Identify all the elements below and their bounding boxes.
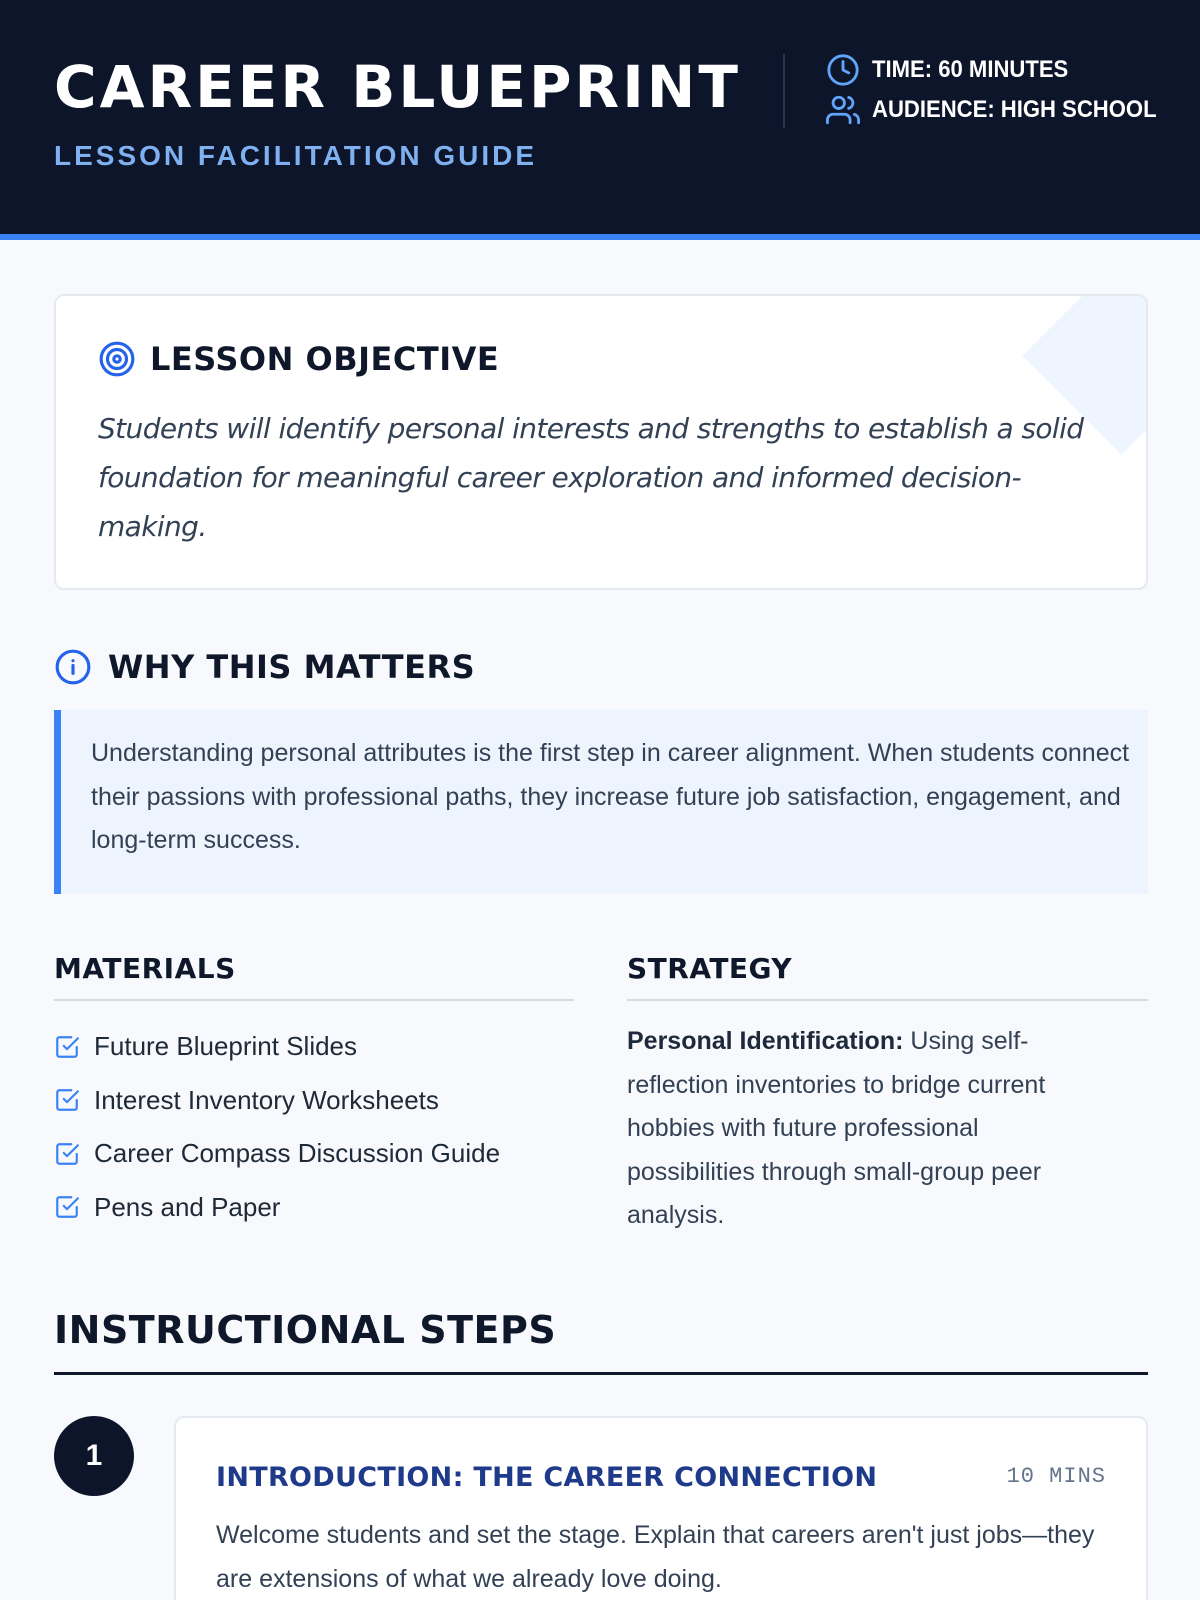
meta-time xyxy=(826,52,1085,88)
audience-label: AUDIENCE: HIGH SCHOOL xyxy=(872,96,1157,123)
checkbox-icon xyxy=(54,1034,80,1060)
page-subtitle: LESSON FACILITATION GUIDE xyxy=(54,140,538,171)
strategy-text xyxy=(627,1020,1097,1238)
material-label: Future Blueprint Slides xyxy=(94,1031,358,1062)
list-item xyxy=(54,1127,574,1181)
header-banner xyxy=(0,0,1200,240)
why-callout xyxy=(54,710,1148,894)
material-label: Career Compass Discussion Guide xyxy=(94,1138,501,1169)
step-title: INTRODUCTION: THE CAREER CONNECTION xyxy=(216,1462,878,1493)
step-number-badge: 1 xyxy=(54,1416,134,1496)
checkbox-icon xyxy=(54,1141,80,1167)
list-item xyxy=(54,1020,574,1074)
checkbox-icon xyxy=(54,1194,80,1220)
meta-audience xyxy=(826,92,1181,128)
info-icon xyxy=(54,648,92,686)
materials-rule xyxy=(54,999,574,1001)
materials-title: MATERIALS xyxy=(54,952,236,985)
objective-title: LESSON OBJECTIVE xyxy=(150,340,500,378)
users-icon xyxy=(826,93,860,127)
why-title: WHY THIS MATTERS xyxy=(108,648,476,686)
material-label: Interest Inventory Worksheets xyxy=(94,1084,439,1115)
objective-text: Students will identify personal interests and strengths to establish a solid foundation for meaningful career exploration and informed decision-making. xyxy=(98,412,1084,543)
strategy-lead: Personal Identification: xyxy=(627,1027,904,1055)
list-item xyxy=(54,1181,574,1235)
step-card xyxy=(174,1416,1148,1600)
why-heading xyxy=(54,648,475,686)
materials-list xyxy=(54,1020,574,1234)
page-title: CAREER BLUEPRINT xyxy=(54,53,741,121)
why-text: Understanding personal attributes is the first step in career alignment. When students connect their passions with professional paths, they increase future job satisfaction, engagement, and long-term success. xyxy=(91,739,1130,854)
objective-card xyxy=(54,294,1148,590)
time-label: TIME: 60 MINUTES xyxy=(872,56,1069,83)
material-label: Pens and Paper xyxy=(94,1191,281,1222)
step-duration: 10 MINS xyxy=(1006,1464,1106,1489)
strategy-body: Using self-reflection inventories to bridge current hobbies with future professional possibilities through small-group peer analysis. xyxy=(627,1027,1046,1229)
strategy-rule xyxy=(627,999,1148,1001)
strategy-title: STRATEGY xyxy=(627,952,793,985)
list-item xyxy=(54,1074,574,1128)
steps-title: INSTRUCTIONAL STEPS xyxy=(54,1308,557,1352)
header-divider xyxy=(783,54,785,128)
step-description: Welcome students and set the stage. Explain that careers aren't just jobs—they are extensions of what we already love doing. xyxy=(216,1521,1095,1593)
steps-rule xyxy=(54,1372,1148,1375)
checkbox-icon xyxy=(54,1087,80,1113)
clock-icon xyxy=(826,53,860,87)
target-icon xyxy=(98,340,136,378)
objective-heading xyxy=(98,340,499,378)
